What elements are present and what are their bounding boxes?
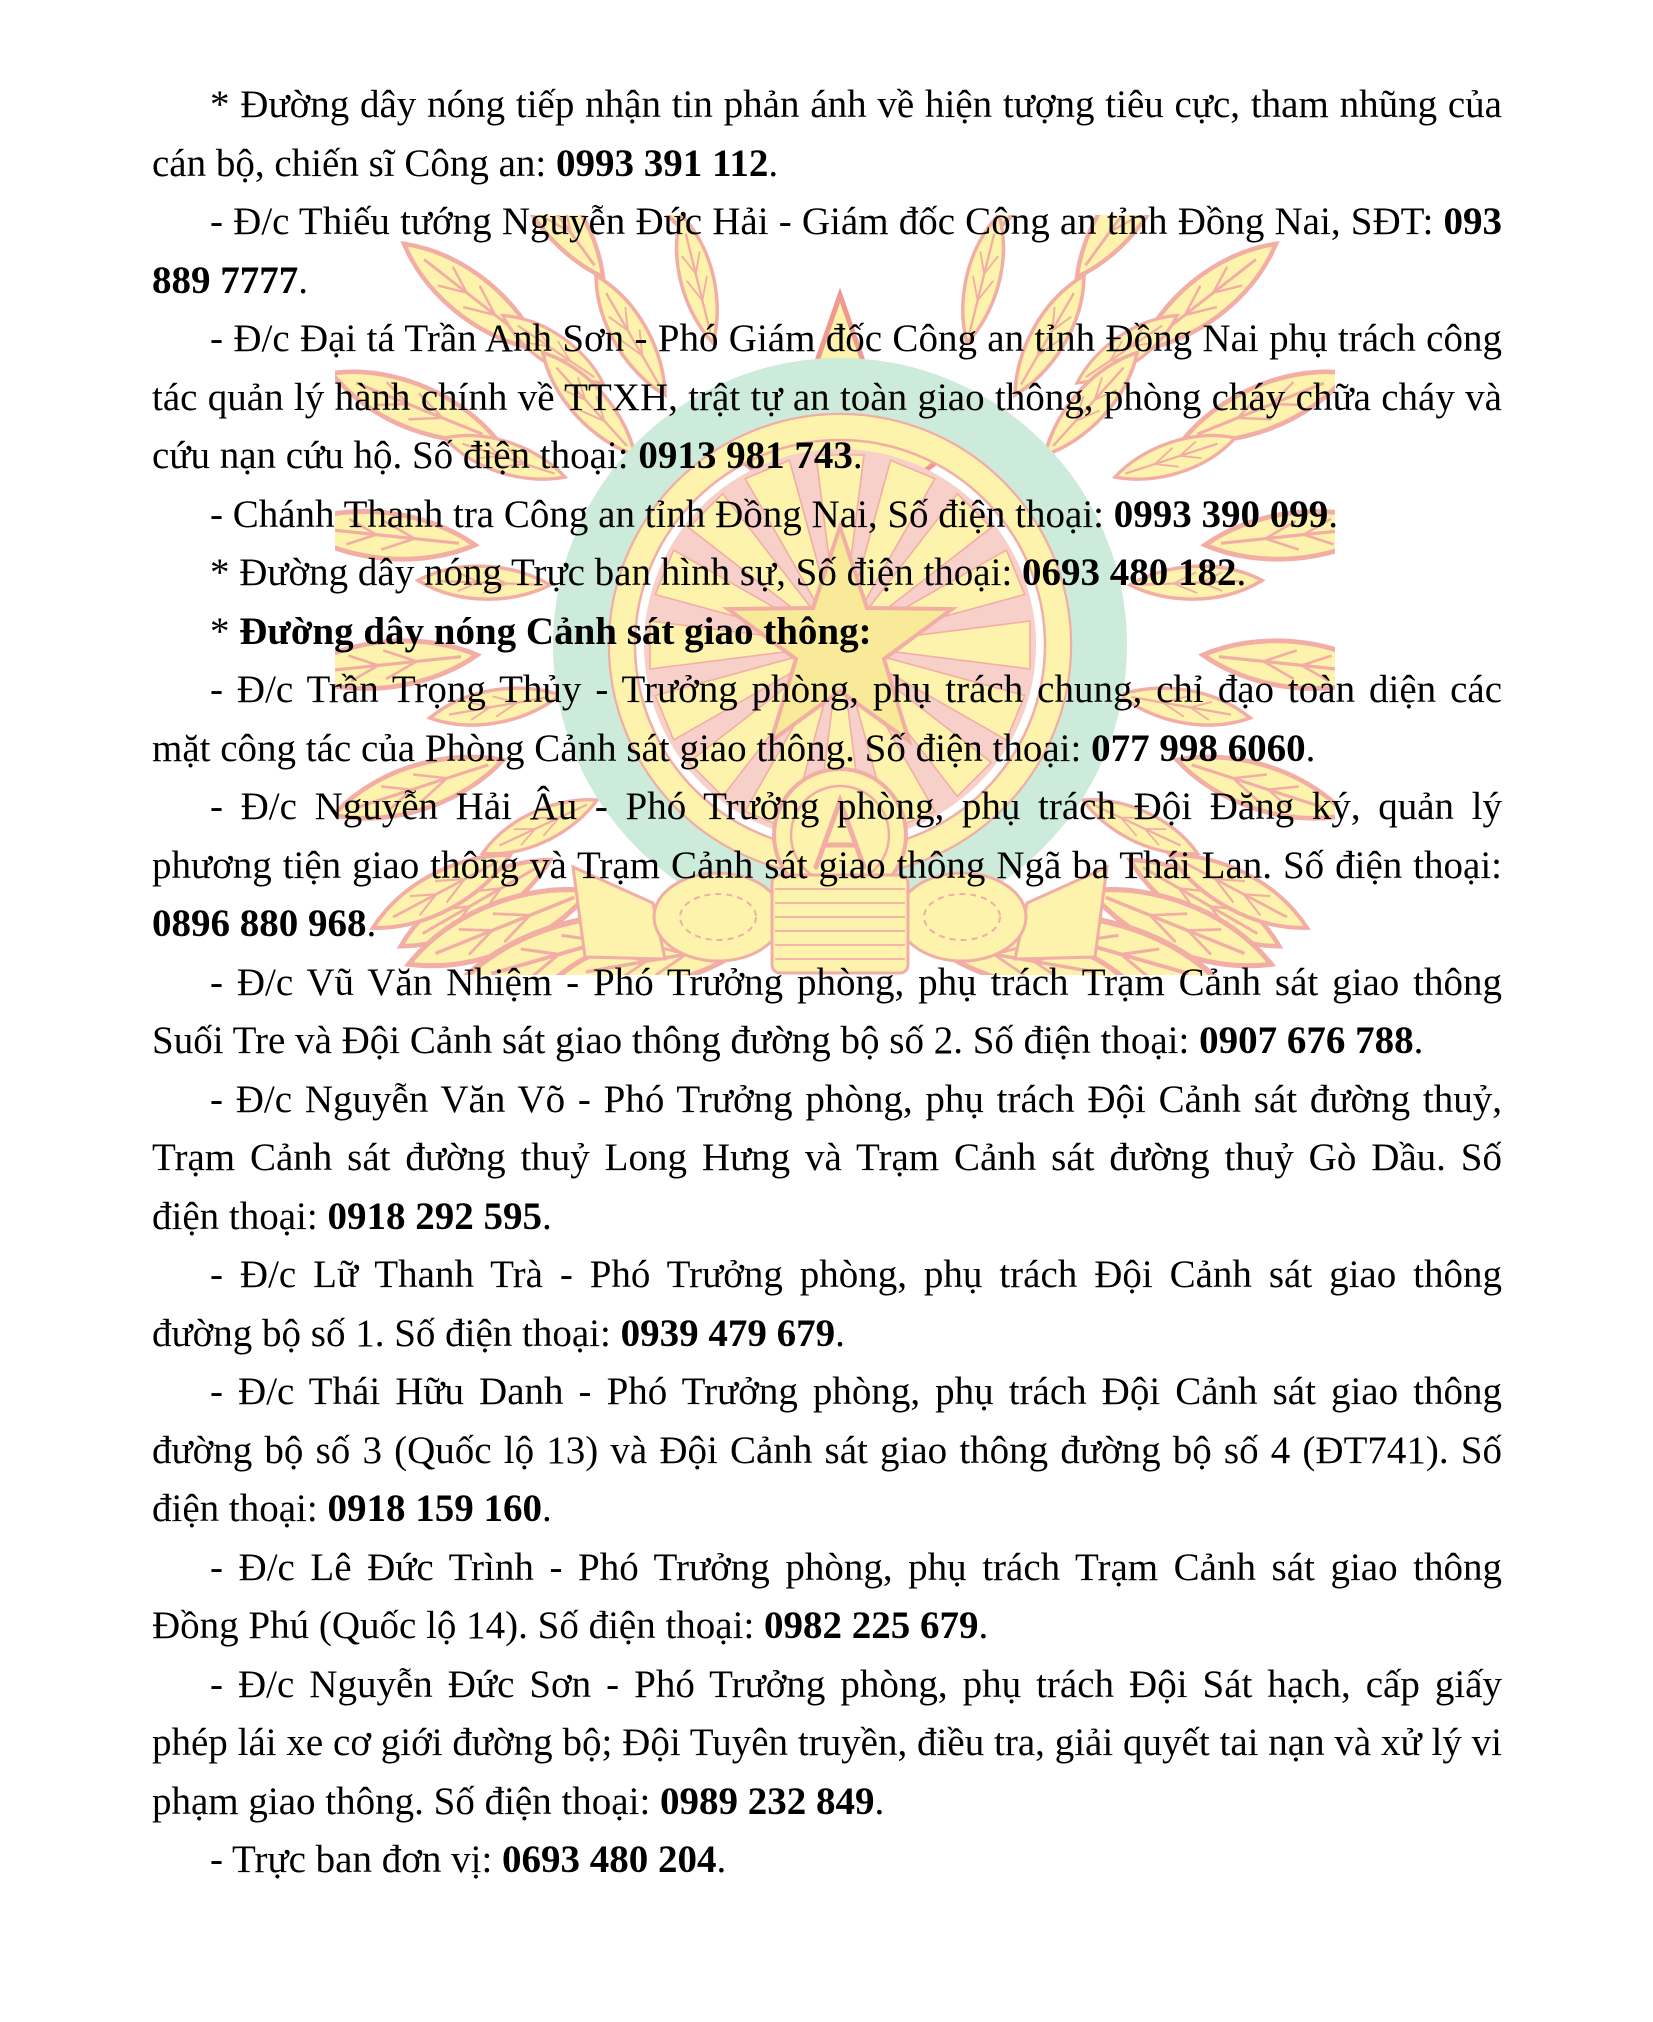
paragraph (152, 954, 1502, 1071)
text-segment: . (835, 1311, 845, 1355)
phone-number: Đường dây nóng Cảnh sát giao thông: (239, 609, 872, 653)
text-segment: - Đ/c Trần Trọng Thủy - Trưởng phòng, phụ trách chung, chỉ đạo toàn diện các mặt công tác của Phòng Cảnh sát giao thông. Số điện thoại: (152, 668, 1502, 770)
text-segment: * Đường dây nóng tiếp nhận tin phản ánh về hiện tượng tiêu cực, tham nhũng của cán bộ, chiến sĩ Công an: (152, 83, 1502, 185)
text-segment: . (366, 902, 377, 945)
paragraph (152, 778, 1502, 954)
phone-number: 0693 480 182 (1022, 551, 1237, 594)
text-segment: - Đ/c Thiếu tướng Nguyễn Đức Hải - Giám đốc Công an tỉnh Đồng Nai, SĐT: (210, 200, 1444, 243)
paragraph (152, 1831, 1502, 1890)
text-segment: - Trực ban đơn vị: (210, 1838, 503, 1881)
paragraph (152, 193, 1502, 310)
text-segment: - Chánh Thanh tra Công an tỉnh Đồng Nai, Số điện thoại: (210, 492, 1114, 536)
text-segment: * (210, 609, 240, 653)
text-segment: - Đ/c Đại tá Trần Anh Sơn - Phó Giám đốc Công an tỉnh Đồng Nai phụ trách công tác quản lý hành chính về TTXH, trật tự an toàn giao thông, phòng cháy chữa cháy và cứu nạn cứu hộ. Số điện thoại: (152, 317, 1502, 477)
text-segment: . (298, 258, 308, 302)
phone-number: 0918 159 160 (327, 1487, 542, 1530)
text-segment: . (874, 1779, 885, 1823)
phone-number: 0993 391 112 (556, 141, 769, 185)
text-segment: - Đ/c Nguyễn Văn Võ - Phó Trưởng phòng, phụ trách Đội Cảnh sát đường thuỷ, Trạm Cảnh sát đường thuỷ Long Hưng và Trạm Cảnh sát đường thuỷ Gò Dầu. Số điện thoại: (152, 1077, 1502, 1238)
text-segment: . (541, 1194, 552, 1238)
text-segment: - Đ/c Lữ Thanh Trà - Phó Trưởng phòng, phụ trách Đội Cảnh sát giao thông đường bộ số 1. Số điện thoại: (152, 1253, 1502, 1355)
text-segment: . (716, 1838, 727, 1881)
paragraph (152, 486, 1502, 545)
text-segment: . (1328, 492, 1338, 536)
text-segment: - Đ/c Lê Đức Trình - Phó Trưởng phòng, phụ trách Trạm Cảnh sát giao thông Đồng Phú (Quốc lộ 14). Số điện thoại: (152, 1545, 1502, 1647)
phone-number: 0918 292 595 (327, 1194, 542, 1238)
text-segment: . (541, 1487, 552, 1530)
phone-number: 0693 480 204 (502, 1838, 717, 1881)
phone-number: 0982 225 679 (764, 1604, 979, 1647)
text-segment: . (978, 1604, 989, 1647)
text-segment: . (1305, 726, 1316, 770)
paragraph (152, 544, 1502, 603)
paragraph (152, 603, 1502, 662)
phone-number: 0993 390 099 (1113, 492, 1329, 536)
paragraph (152, 1539, 1502, 1656)
phone-number: 0907 676 788 (1199, 1019, 1414, 1062)
paragraph (152, 1656, 1502, 1832)
phone-number: 0939 479 679 (620, 1311, 836, 1355)
phone-number: 0913 981 743 (638, 434, 853, 477)
paragraph (152, 310, 1502, 486)
paragraph (152, 1363, 1502, 1539)
paragraph (152, 1071, 1502, 1247)
phone-number: 093 889 7777 (152, 200, 1502, 302)
phone-number: 077 998 6060 (1091, 726, 1306, 770)
phone-number: 0989 232 849 (660, 1779, 875, 1823)
paragraph (152, 76, 1502, 193)
text-segment: - Đ/c Nguyễn Đức Sơn - Phó Trưởng phòng, phụ trách Đội Sát hạch, cấp giấy phép lái xe cơ giới đường bộ; Đội Tuyên truyền, điều tra, giải quyết tai nạn và xử lý vi phạm giao thông. Số điện thoại: (152, 1662, 1502, 1823)
paragraph (152, 1246, 1502, 1363)
text-segment: . (852, 434, 863, 477)
text-segment: . (1236, 551, 1247, 594)
text-segment: * Đường dây nóng Trực ban hình sự, Số điện thoại: (210, 551, 1023, 594)
text-segment: . (768, 141, 779, 185)
text-segment: - Đ/c Vũ Văn Nhiệm - Phó Trưởng phòng, phụ trách Trạm Cảnh sát giao thông Suối Tre và Đội Cảnh sát giao thông đường bộ số 2. Số điện thoại: (152, 960, 1502, 1062)
text-segment: . (1413, 1019, 1424, 1062)
document-body (152, 76, 1502, 1890)
text-segment: - Đ/c Nguyễn Hải Âu - Phó Trưởng phòng, phụ trách Đội Đăng ký, quản lý phương tiện giao thông và Trạm Cảnh sát giao thông Ngã ba Thái Lan. Số điện thoại: (152, 785, 1502, 887)
phone-number: 0896 880 968 (152, 902, 367, 945)
text-segment: - Đ/c Thái Hữu Danh - Phó Trưởng phòng, phụ trách Đội Cảnh sát giao thông đường bộ số 3 (Quốc lộ 13) và Đội Cảnh sát giao thông đường bộ số 4 (ĐT741). Số điện thoại: (152, 1370, 1502, 1530)
paragraph (152, 661, 1502, 778)
